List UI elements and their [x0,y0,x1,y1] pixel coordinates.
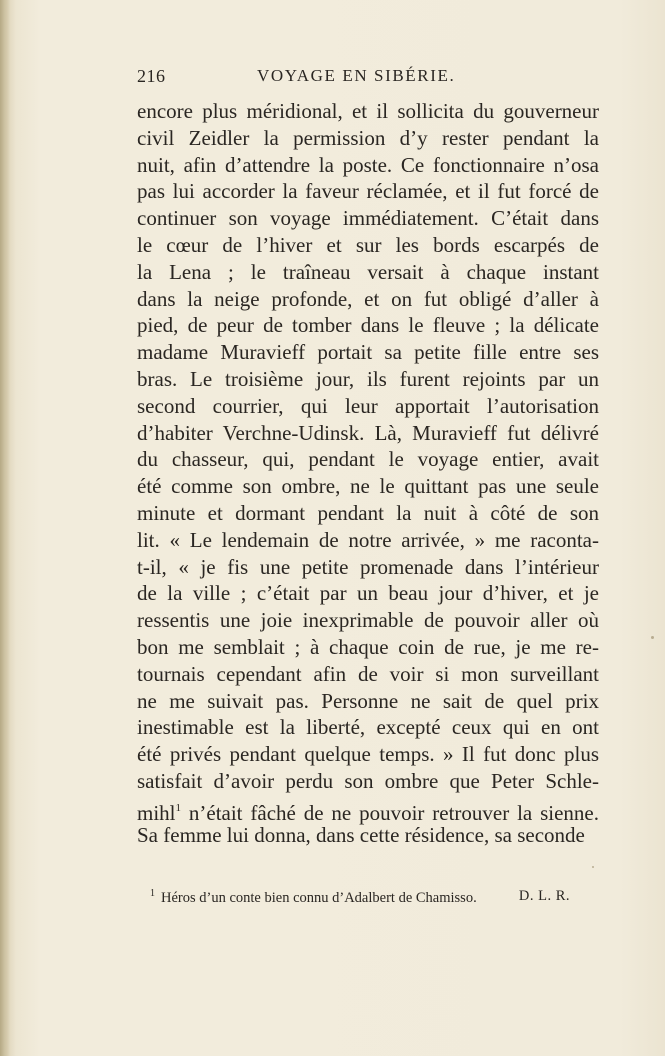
text-line: inestimable est la liberté, excepté ceux qui en ont [137,715,599,740]
footnote-text: Héros d’un conte bien connu d’Adalbert de Chamisso. [161,890,477,906]
text-line: la Lena ; le traîneau versait à chaque instant [137,259,599,284]
text-line: du chasseur, qui, pendant le voyage entier, avait [137,447,599,472]
paper-speck [592,866,594,868]
text-line: satisfait d’avoir perdu son ombre que Peter Schle- [137,768,599,793]
text-line: lit. « Le lendemain de notre arrivée, » me raconta- [137,527,599,552]
footnote [150,888,580,907]
page-number: 216 [137,66,166,86]
text-line: Sa femme lui donna, dans cette résidence, sa seconde [137,822,585,847]
text-line: bon me semblait ; à chaque coin de rue, je me re- [137,634,599,659]
body-text [137,98,599,848]
text-line: ne me suivait pas. Personne ne sait de quel prix [137,688,599,713]
text-line: civil Zeidler la permission d’y rester pendant la [137,125,599,150]
text-line: second courrier, qui leur apportait l’autorisation [137,393,599,418]
text-line: dans la neige profonde, et on fut obligé d’aller à [137,286,599,311]
text-line: minute et dormant pendant la nuit à côté de son [137,500,599,525]
text-line: pied, de peur de tomber dans le fleuve ; la délicate [137,313,599,338]
text-line-with-footnote-ref [137,795,599,825]
text-line: bras. Le troisième jour, ils furent rejoints par un [137,366,599,391]
text-line: ressentis une joie inexprimable de pouvoir aller où [137,608,599,633]
text-line: encore plus méridional, et il sollicita du gouverneur [137,99,599,123]
text-line: tournais cependant afin de voir si mon surveillant [137,661,599,686]
text-fragment: n’était fâché de ne pouvoir retrouver la sienne. [181,800,599,825]
footnote-mark: 1 [150,888,155,899]
paper-speck [651,636,654,639]
text-line: madame Muravieff portait sa petite fille entre ses [137,340,599,365]
text-line: été privés pendant quelque temps. » Il fut donc plus [137,742,599,767]
text-line: le cœur de l’hiver et sur les bords escarpés de [137,232,599,257]
running-title: VOYAGE EN SIBÉRIE. [257,66,456,85]
text-line: de la ville ; c’était par un beau jour d’hiver, et je [137,581,599,606]
text-line: d’habiter Verchne-Udinsk. Là, Muravieff fut délivré [137,420,599,445]
text-fragment: mihl [137,800,176,825]
footnote-reference[interactable]: 1 [175,801,182,814]
text-line: nuit, afin d’attendre la poste. Ce fonctionnaire n’osa [137,152,599,177]
page-header [137,66,599,90]
text-line: été comme son ombre, ne le quittant pas une seule [137,474,599,499]
text-line: t-il, « je fis une petite promenade dans l’intérieur [137,554,599,579]
page-binding-edge [0,0,10,1056]
text-line: continuer son voyage immédiatement. C’était dans [137,206,599,231]
text-line: pas lui accorder la faveur réclamée, et il fut forcé de [137,179,599,204]
footnote-signature: D. L. R. [518,888,570,904]
